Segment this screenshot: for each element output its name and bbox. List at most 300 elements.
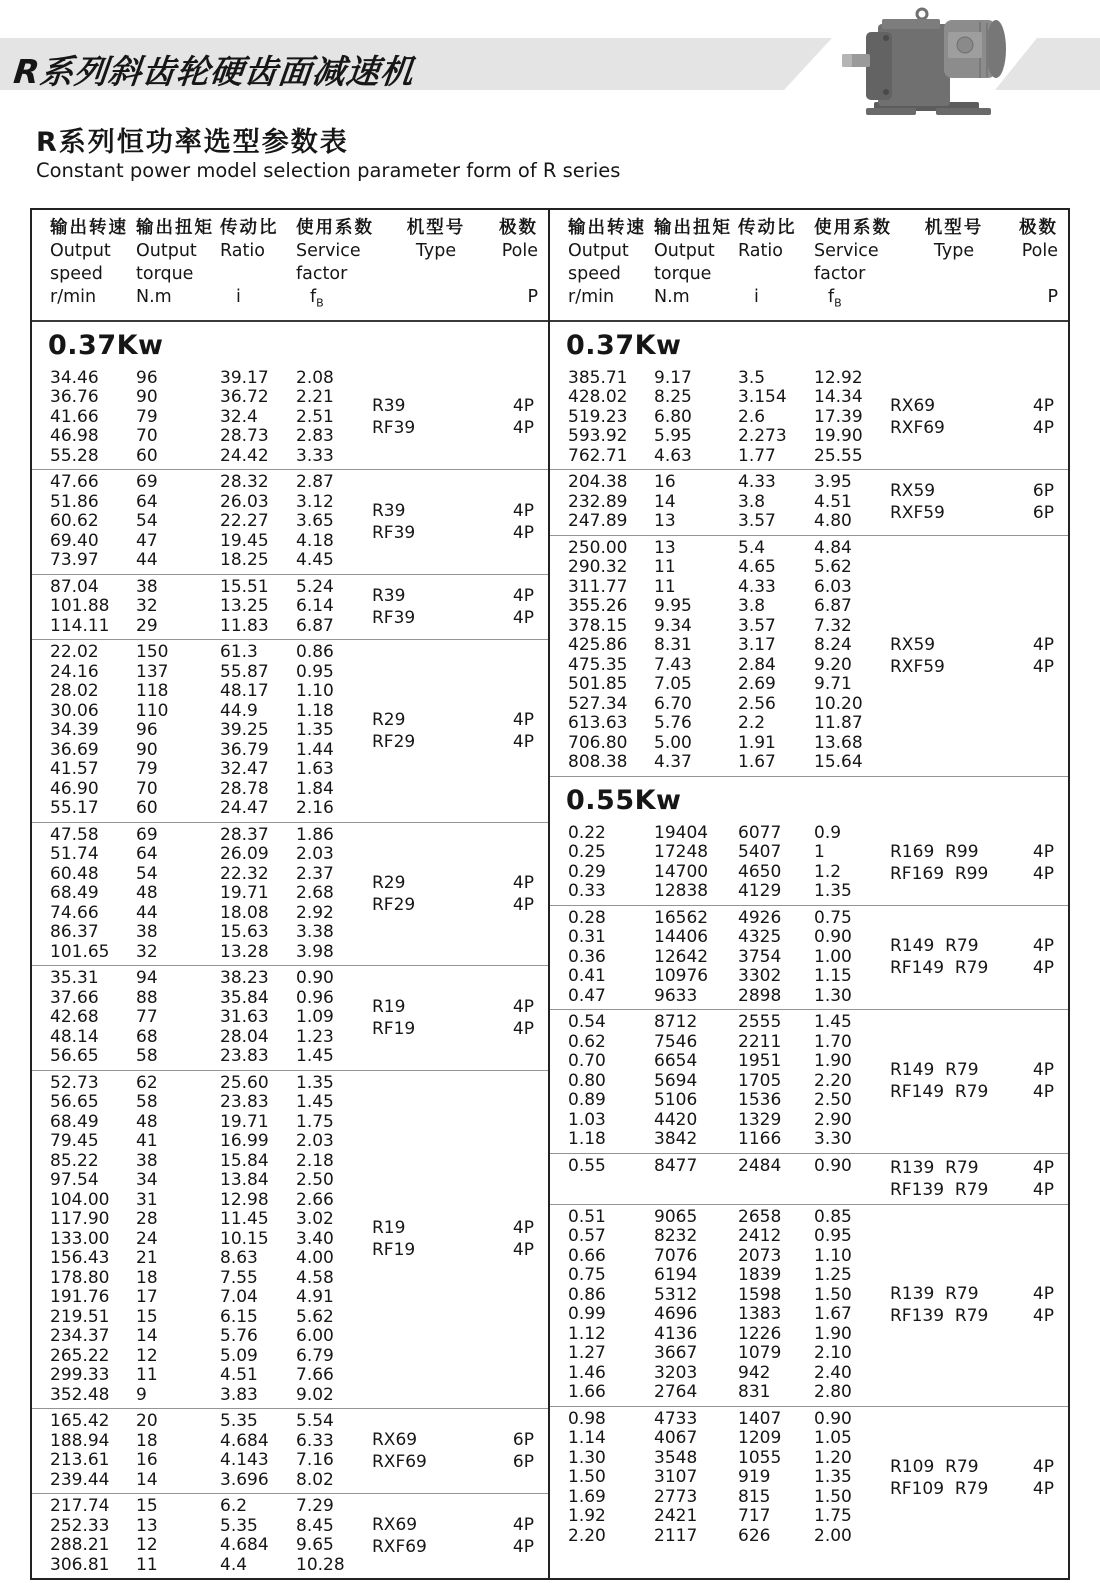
header-en-1: Pole (501, 241, 538, 261)
header-cn: 传动比 (738, 218, 797, 238)
cell-output-torque: 58 (136, 1046, 158, 1066)
cell-service-factor: 1.70 (814, 1031, 852, 1052)
type-block (890, 1157, 1068, 1201)
type-name: RXF69 (372, 1537, 427, 1557)
type-line (890, 1283, 1054, 1305)
cell-output-speed: 288.21 (50, 1535, 110, 1555)
header-en-2: torque (136, 264, 194, 284)
cell-service-factor: 6.14 (296, 596, 334, 616)
cell-output-torque: 21 (136, 1248, 158, 1268)
cell-output-torque: 16562 (654, 907, 709, 928)
type-block (890, 369, 1068, 467)
cell-output-torque: 11 (654, 576, 676, 597)
data-rows (550, 1208, 890, 1403)
cell-service-factor: 2.50 (814, 1090, 852, 1110)
pole-value: 4P (1032, 936, 1054, 957)
cell-service-factor: 6.00 (296, 1326, 334, 1346)
cell-output-torque: 4067 (654, 1428, 698, 1448)
type-name: RF169 R99 (890, 863, 989, 884)
header-en-2: speed (50, 264, 103, 284)
cell-output-torque: 118 (136, 681, 169, 701)
type-block (372, 369, 548, 467)
type-line (890, 417, 1054, 439)
cell-ratio: 6077 (738, 822, 782, 843)
cell-ratio: 3.696 (220, 1469, 269, 1490)
type-name: RXF59 (890, 656, 945, 677)
pole-value: 4P (512, 1018, 534, 1039)
cell-service-factor: 1.09 (296, 1007, 334, 1027)
cell-service-factor: 9.65 (296, 1535, 334, 1555)
cell-output-torque: 9.34 (654, 615, 692, 636)
type-line (372, 1018, 534, 1040)
cell-output-torque: 7546 (654, 1031, 698, 1052)
cell-output-torque: 6.70 (654, 693, 692, 714)
cell-output-speed: 0.51 (568, 1206, 606, 1227)
cell-output-speed: 706.80 (568, 732, 628, 753)
cell-output-speed: 87.04 (50, 576, 99, 597)
pole-value: 4P (1032, 1478, 1054, 1499)
cell-ratio: 11.83 (220, 615, 269, 636)
cell-service-factor: 1.45 (296, 1092, 334, 1112)
pole-value: 4P (512, 396, 534, 417)
header-en-1: Service (296, 241, 361, 261)
type-name: R19 (372, 1218, 406, 1239)
header-cn: 输出转速 (568, 218, 646, 238)
cell-output-torque: 5106 (654, 1090, 698, 1110)
cell-output-torque: 41 (136, 1131, 158, 1151)
cell-service-factor: 0.86 (296, 642, 334, 662)
header-cn: 使用系数 (296, 218, 374, 238)
cell-ratio: 7.55 (220, 1267, 258, 1288)
type-name: R149 R79 (890, 936, 979, 957)
cell-service-factor: 1.10 (814, 1245, 852, 1266)
cell-ratio: 3.154 (738, 387, 787, 407)
cell-output-speed: 52.73 (50, 1072, 99, 1093)
cell-output-speed: 56.65 (50, 1092, 99, 1112)
cell-output-speed: 1.30 (568, 1447, 606, 1468)
cell-output-speed: 0.25 (568, 842, 606, 862)
header-en-2 (220, 263, 296, 286)
pole-value: 4P (512, 1218, 534, 1239)
type-line (372, 1429, 534, 1451)
cell-output-speed: 0.89 (568, 1090, 606, 1110)
type-name: RX69 (890, 396, 936, 417)
header-en-2 (496, 263, 538, 286)
cell-output-torque: 14 (136, 1326, 158, 1346)
header-en-2: factor (296, 264, 348, 284)
cell-ratio: 4.143 (220, 1450, 269, 1470)
cell-output-torque: 17 (136, 1287, 158, 1307)
type-line (372, 1514, 534, 1536)
cell-output-torque: 4136 (654, 1323, 698, 1344)
data-rows (32, 473, 372, 571)
header-col-5 (376, 217, 496, 315)
model-group (550, 1153, 1068, 1204)
cell-output-torque: 110 (136, 700, 169, 721)
cell-ratio: 36.79 (220, 739, 269, 760)
cell-output-speed: 1.46 (568, 1362, 606, 1383)
type-block (372, 473, 548, 571)
cell-ratio: 4.684 (220, 1430, 269, 1451)
cell-output-torque: 5.00 (654, 732, 692, 753)
cell-service-factor: 2.16 (296, 798, 334, 818)
cell-ratio: 3.5 (738, 367, 766, 388)
cell-output-speed: 593.92 (568, 426, 628, 446)
cell-output-speed: 68.49 (50, 883, 99, 903)
cell-output-speed: 68.49 (50, 1111, 99, 1132)
cell-output-speed: 0.28 (568, 907, 606, 928)
cell-service-factor: 4.91 (296, 1287, 334, 1307)
cell-service-factor: 1.50 (814, 1486, 852, 1507)
cell-ratio: 15.63 (220, 922, 269, 942)
cell-output-speed: 1.66 (568, 1382, 606, 1402)
cell-output-speed: 1.03 (568, 1109, 606, 1130)
cell-output-torque: 5.76 (654, 713, 692, 733)
cell-output-torque: 68 (136, 1026, 158, 1047)
cell-output-speed: 355.26 (568, 596, 628, 616)
cell-output-speed: 1.14 (568, 1428, 606, 1448)
cell-service-factor: 3.12 (296, 491, 334, 512)
cell-output-torque: 58 (136, 1092, 158, 1112)
cell-output-torque: 14 (136, 1469, 158, 1490)
cell-ratio: 11.45 (220, 1209, 269, 1229)
cell-output-torque: 17248 (654, 842, 709, 862)
cell-service-factor: 9.71 (814, 674, 852, 694)
cell-service-factor: 1.35 (296, 720, 334, 740)
cell-ratio: 8.63 (220, 1248, 258, 1268)
header-unit: $f_B$ (828, 287, 842, 310)
cell-output-torque: 60 (136, 445, 158, 466)
type-line (890, 395, 1054, 417)
cell-ratio: 13.25 (220, 596, 269, 616)
cell-service-factor: 4.58 (296, 1267, 334, 1288)
cell-ratio: 31.63 (220, 1007, 269, 1027)
cell-output-speed: 34.46 (50, 367, 99, 388)
cell-ratio: 24.42 (220, 445, 269, 466)
cell-output-speed: 0.54 (568, 1012, 606, 1032)
data-rows (550, 369, 890, 467)
cell-service-factor: 0.85 (814, 1206, 852, 1227)
cell-output-torque: 10976 (654, 966, 709, 986)
cell-output-speed: 425.86 (568, 635, 628, 655)
banner-title: R系列斜齿轮硬齿面减速机 (11, 52, 417, 91)
power-section-title: 0.37Kw (48, 329, 164, 361)
cell-output-speed: 101.65 (50, 941, 110, 962)
type-block (890, 539, 1068, 773)
type-name: R29 (372, 709, 406, 730)
cell-service-factor: 2.08 (296, 367, 334, 388)
cell-output-speed: 519.23 (568, 406, 628, 427)
cell-service-factor: 6.87 (296, 615, 334, 636)
type-name: RX69 (372, 1430, 418, 1450)
cell-ratio: 1839 (738, 1265, 782, 1285)
cell-service-factor: 12.92 (814, 367, 863, 388)
cell-ratio: 2.69 (738, 674, 776, 694)
pole-value: 4P (512, 607, 534, 628)
cell-ratio: 5.76 (220, 1326, 258, 1346)
header-unit: P (527, 287, 538, 307)
type-name: R39 (372, 585, 406, 606)
cell-output-torque: 8232 (654, 1226, 698, 1246)
cell-output-speed: 1.92 (568, 1506, 606, 1526)
cell-ratio: 5.35 (220, 1411, 258, 1431)
cell-output-torque: 12 (136, 1535, 158, 1555)
cell-output-torque: 2773 (654, 1486, 698, 1507)
cell-output-speed: 104.00 (50, 1189, 110, 1210)
cell-ratio: 2412 (738, 1226, 782, 1246)
type-name: RF109 R79 (890, 1478, 989, 1499)
cell-output-speed: 22.02 (50, 642, 99, 662)
type-name: RF139 R79 (890, 1179, 989, 1200)
type-block (890, 909, 1068, 1007)
data-rows (32, 1497, 372, 1575)
cell-output-speed: 188.94 (50, 1430, 110, 1451)
cell-output-speed: 475.35 (568, 654, 628, 675)
data-rows (32, 1074, 372, 1406)
cell-output-speed: 47.58 (50, 824, 99, 845)
model-group (32, 1493, 548, 1578)
pole-value: 6P (1032, 503, 1054, 524)
cell-output-torque: 4696 (654, 1304, 698, 1324)
cell-service-factor: 1.90 (814, 1051, 852, 1071)
data-rows (550, 824, 890, 902)
pole-value: 4P (512, 1240, 534, 1261)
type-name: RXF69 (890, 418, 945, 439)
cell-ratio: 2484 (738, 1155, 782, 1176)
cell-output-torque: 64 (136, 491, 158, 512)
cell-output-speed: 0.29 (568, 861, 606, 882)
cell-ratio: 1209 (738, 1428, 782, 1448)
cell-service-factor: 1.45 (814, 1012, 852, 1032)
cell-output-speed: 117.90 (50, 1209, 110, 1229)
type-block (372, 1497, 548, 1575)
cell-ratio: 1.77 (738, 445, 776, 466)
header-unit: r/min (568, 287, 615, 307)
cell-ratio: 48.17 (220, 681, 269, 701)
cell-service-factor: 1.25 (814, 1265, 852, 1285)
cell-output-torque: 79 (136, 759, 158, 779)
gear-reducer-image (836, 2, 1016, 120)
cell-output-speed: 501.85 (568, 674, 628, 694)
cell-output-torque: 64 (136, 844, 158, 864)
cell-output-torque: 69 (136, 472, 158, 492)
pole-value: 4P (1032, 656, 1054, 677)
cell-ratio: 2.84 (738, 654, 776, 675)
cell-ratio: 2073 (738, 1245, 782, 1266)
cell-ratio: 15.84 (220, 1150, 269, 1171)
cell-service-factor: 2.80 (814, 1382, 852, 1402)
cell-ratio: 919 (738, 1467, 771, 1487)
cell-output-speed: 46.90 (50, 778, 99, 799)
cell-service-factor: 2.18 (296, 1150, 334, 1171)
model-group (550, 905, 1068, 1010)
cell-service-factor: 7.32 (814, 615, 852, 636)
cell-service-factor: 1.44 (296, 739, 334, 760)
cell-ratio: 4926 (738, 907, 782, 928)
cell-service-factor: 4.51 (814, 491, 852, 512)
type-line (372, 1239, 534, 1261)
cell-output-torque: 70 (136, 778, 158, 799)
cell-ratio: 3.17 (738, 635, 776, 655)
type-line (372, 500, 534, 522)
cell-service-factor: 2.50 (296, 1170, 334, 1190)
cell-output-torque: 48 (136, 1111, 158, 1132)
cell-ratio: 4.51 (220, 1365, 258, 1385)
cell-service-factor: 2.83 (296, 426, 334, 446)
type-line (372, 607, 534, 629)
cell-ratio: 15.51 (220, 576, 269, 597)
cell-output-torque: 62 (136, 1072, 158, 1093)
cell-service-factor: 1.10 (296, 681, 334, 701)
cell-output-torque: 48 (136, 883, 158, 903)
cell-output-torque: 24 (136, 1228, 158, 1249)
cell-output-speed: 385.71 (568, 367, 628, 388)
cell-service-factor: 10.20 (814, 693, 863, 714)
pole-value: 4P (1032, 841, 1054, 862)
cell-output-torque: 8477 (654, 1155, 698, 1176)
type-name: RF39 (372, 607, 416, 628)
cell-ratio: 10.15 (220, 1228, 269, 1249)
cell-output-speed: 86.37 (50, 922, 99, 942)
cell-ratio: 4129 (738, 881, 782, 901)
header-unit: P (1047, 287, 1058, 307)
cell-service-factor: 1.75 (814, 1506, 852, 1526)
header-cn: 输出扭矩 (654, 218, 732, 238)
cell-service-factor: 1.15 (814, 966, 852, 986)
pole-value: 6P (512, 1430, 534, 1450)
cell-output-torque: 12642 (654, 946, 709, 967)
pole-value: 4P (512, 872, 534, 893)
cell-ratio: 4.33 (738, 472, 776, 492)
type-name: RF149 R79 (890, 1082, 989, 1103)
type-line (890, 656, 1054, 678)
cell-ratio: 626 (738, 1525, 771, 1546)
cell-service-factor: 7.66 (296, 1365, 334, 1385)
cell-ratio: 36.72 (220, 387, 269, 407)
cell-output-speed: 306.81 (50, 1554, 110, 1575)
cell-output-torque: 18 (136, 1267, 158, 1288)
type-line (890, 1179, 1054, 1201)
type-name: RX69 (372, 1515, 418, 1535)
cell-ratio: 4325 (738, 927, 782, 947)
cell-service-factor: 3.65 (296, 511, 334, 531)
cell-output-torque: 4420 (654, 1109, 698, 1130)
cell-service-factor: 1.05 (814, 1428, 852, 1448)
cell-ratio: 3754 (738, 946, 782, 967)
type-name: RF39 (372, 522, 416, 543)
cell-ratio: 2.6 (738, 406, 766, 427)
cell-ratio: 1.67 (738, 752, 776, 772)
cell-ratio: 2211 (738, 1031, 782, 1052)
header-col-4 (296, 217, 376, 315)
type-name: R149 R79 (890, 1060, 979, 1081)
type-block (372, 969, 548, 1067)
cell-output-torque: 7076 (654, 1245, 698, 1266)
header-col-1 (568, 217, 654, 315)
cell-ratio: 717 (738, 1506, 771, 1526)
cell-service-factor: 1.50 (814, 1284, 852, 1305)
header-en-2 (738, 263, 814, 286)
cell-ratio: 4650 (738, 861, 782, 882)
header-unit: N.m (136, 287, 172, 307)
cell-ratio: 2658 (738, 1206, 782, 1227)
cell-output-speed: 0.31 (568, 927, 606, 947)
cell-service-factor: 0.75 (814, 907, 852, 928)
type-name: RF139 R79 (890, 1306, 989, 1326)
cell-ratio: 3.8 (738, 596, 766, 616)
cell-output-speed: 247.89 (568, 511, 628, 531)
header-cn: 极数 (1019, 218, 1058, 238)
cell-output-speed: 79.45 (50, 1131, 99, 1151)
cell-output-torque: 18 (136, 1430, 158, 1451)
cell-output-torque: 7.05 (654, 674, 692, 694)
table-header-right (550, 210, 1068, 322)
table-left-half (32, 210, 550, 1578)
cell-output-torque: 8712 (654, 1012, 698, 1032)
cell-output-torque: 31 (136, 1189, 158, 1210)
model-group (32, 965, 548, 1070)
power-section (550, 322, 1068, 776)
cell-output-speed: 178.80 (50, 1267, 110, 1288)
cell-service-factor: 7.16 (296, 1450, 334, 1470)
cell-output-torque: 14700 (654, 861, 709, 882)
cell-service-factor: 0.95 (296, 661, 334, 682)
cell-service-factor: 4.84 (814, 537, 852, 558)
cell-ratio: 55.87 (220, 661, 269, 682)
cell-output-speed: 114.11 (50, 615, 110, 636)
cell-service-factor: 0.96 (296, 987, 334, 1008)
cell-ratio: 38.23 (220, 968, 269, 988)
type-line (890, 957, 1054, 979)
cell-output-speed: 156.43 (50, 1248, 110, 1268)
cell-service-factor: 1.75 (296, 1111, 334, 1132)
cell-output-speed: 47.66 (50, 472, 99, 492)
cell-output-torque: 8.25 (654, 387, 692, 407)
model-group (550, 366, 1068, 470)
cell-service-factor: 1.30 (814, 985, 852, 1006)
cell-output-speed: 352.48 (50, 1384, 110, 1405)
cell-output-torque: 34 (136, 1170, 158, 1190)
cell-ratio: 13.28 (220, 941, 269, 962)
cell-service-factor: 10.28 (296, 1554, 345, 1575)
cell-output-torque: 9 (136, 1384, 147, 1405)
cell-output-torque: 15 (136, 1306, 158, 1327)
cell-ratio: 39.25 (220, 720, 269, 740)
cell-service-factor: 2.21 (296, 387, 334, 407)
cell-service-factor: 8.45 (296, 1515, 334, 1536)
cell-service-factor: 4.45 (296, 550, 334, 570)
cell-ratio: 2.273 (738, 426, 787, 446)
cell-ratio: 1226 (738, 1323, 782, 1344)
cell-service-factor: 3.33 (296, 445, 334, 466)
header-cn: 机型号 (924, 218, 984, 238)
cell-output-speed: 69.40 (50, 530, 99, 551)
header-cn: 输出转速 (50, 218, 128, 238)
power-section (32, 322, 548, 1579)
cell-service-factor: 1.18 (296, 700, 334, 721)
cell-output-speed: 41.57 (50, 759, 99, 779)
cell-output-speed: 762.71 (568, 445, 628, 466)
cell-ratio: 1.91 (738, 732, 776, 753)
cell-service-factor: 3.95 (814, 472, 852, 492)
cell-service-factor: 8.02 (296, 1469, 334, 1490)
type-line (372, 709, 534, 731)
cell-ratio: 1598 (738, 1284, 782, 1305)
pole-value: 4P (1032, 1284, 1054, 1304)
pole-value: 4P (512, 522, 534, 543)
type-name: R19 (372, 996, 406, 1017)
cell-ratio: 3302 (738, 966, 782, 986)
